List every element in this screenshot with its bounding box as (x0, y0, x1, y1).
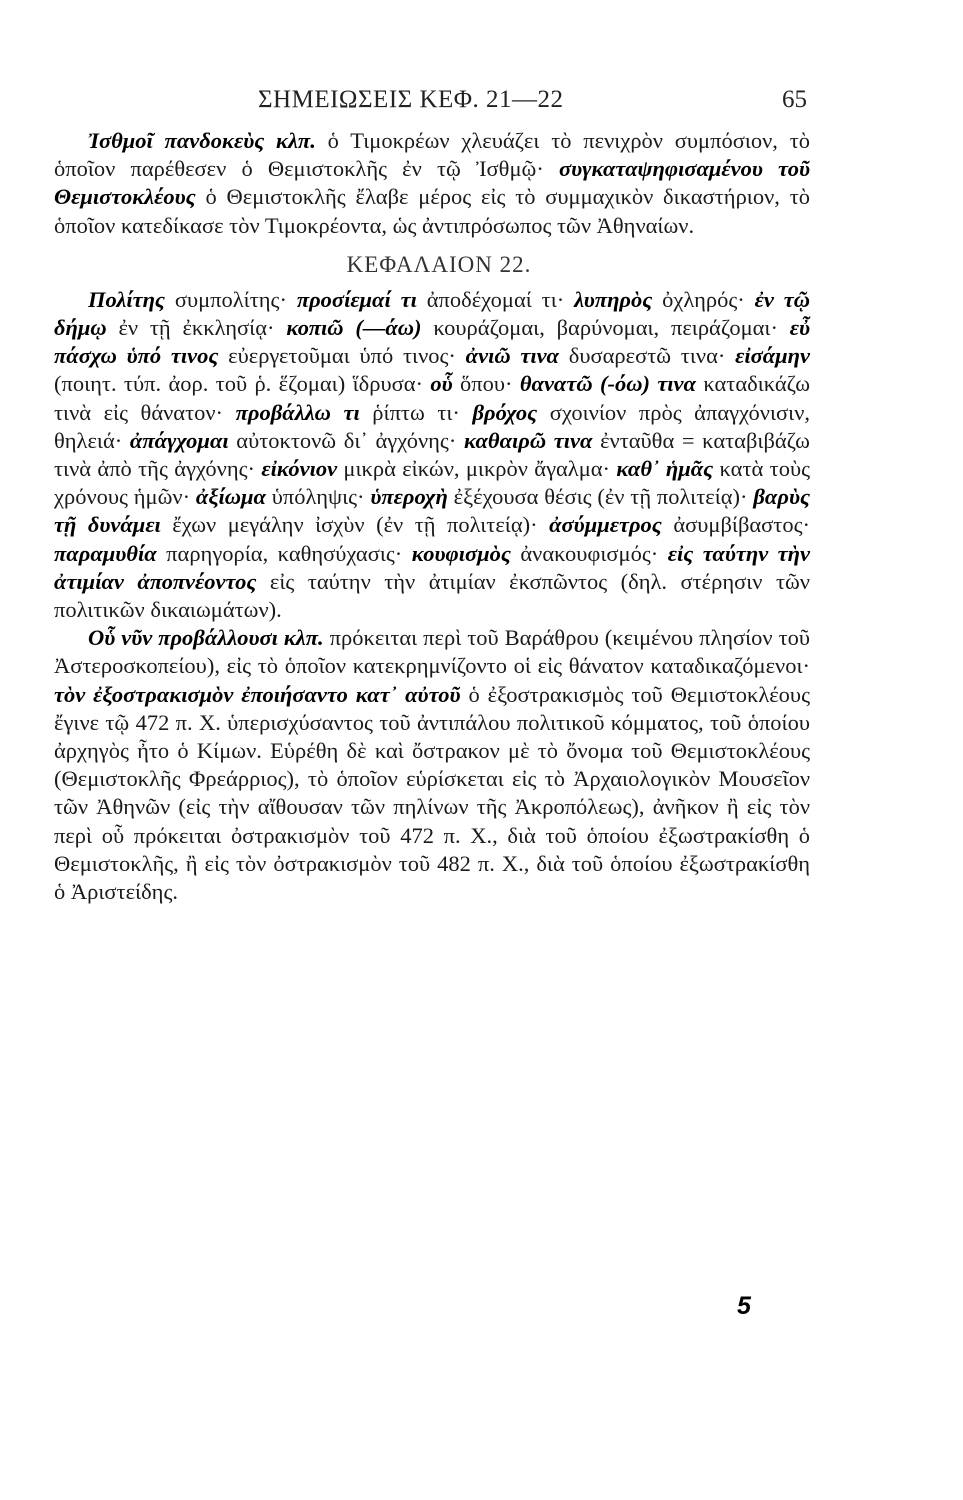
lemma-term: ἀπάγχομαι (129, 427, 229, 453)
commentary-text: μικρὰ εἰκών, μικρὸν ἄγαλμα· (337, 456, 617, 482)
lemma-term: εἰσάμην (735, 343, 810, 369)
commentary-text: (ποιητ. τύπ. ἀορ. τοῦ ῥ. ἕζομαι) ἵδρυσα· (54, 371, 431, 397)
header-title: ΣΗΜΕΙΩΣΕΙΣ ΚΕΦ. 21—22 (258, 86, 564, 113)
commentary-text: αὐτοκτονῶ δι᾽ ἀγχόνης· (228, 427, 464, 453)
lemma-term: καθαιρῶ τινα (463, 427, 593, 453)
lemma-term: προβάλλω τι (235, 399, 360, 425)
commentary-text: ὁ Τιμοκρέων χλευάζει τὸ πενιχρὸν συμπόσιον, τὸ ὁποῖον παρέθεσεν ὁ Θεμιστοκλῆς ἐν τῷ Ἰσθμῷ· (54, 128, 810, 182)
commentary-text: σχοινίον πρὸς ἀπαγχόνισιν, θηλειά· (54, 399, 810, 453)
lemma-term: θανατῶ (-όω) τινα (519, 371, 696, 397)
lemma-term: ἀνιῶ τινα (465, 343, 560, 369)
page-number: 65 (782, 86, 807, 113)
glossary-paragraph (54, 286, 810, 624)
commentary-text: πρόκειται περὶ τοῦ Βαράθρου (κειμένου πλησίον τοῦ Ἀστεροσκοπείου), εἰς τὸ ὁποῖον κατεκρημνίζοντο οἱ εἰς θάνατον καταδικαζόμενοι· (54, 625, 810, 679)
main-text (54, 127, 810, 906)
commentary-text: κουράζομαι, βαρύνομαι, πειράζομαι· (421, 315, 790, 341)
lemma-term: ἀξίωμα (195, 484, 266, 510)
commentary-text: παρηγορία, καθησύχασις· (156, 540, 412, 566)
commentary-text: εὐεργετοῦμαι ὑπό τινος· (218, 343, 466, 369)
commentary-text: ἐξέχουσα θέσις (ἐν τῇ πολιτείᾳ)· (447, 484, 754, 510)
lemma-term: εἰς ταύτην τὴν ἀτιμίαν ἀποπνέοντος (54, 540, 810, 594)
lemma-term: κοπιῶ (—άω) (286, 315, 422, 341)
lemma-term: ἀσύμμετρος (549, 512, 662, 538)
lemma-term: Πολίτης (88, 286, 165, 312)
commentary-text: εἰς ταύτην τὴν ἀτιμίαν ἐκσπῶντος (δηλ. στέρησιν τῶν πολιτικῶν δικαιωμάτων). (54, 568, 810, 623)
lemma-term: βαρὺς τῇ δυνάμει (54, 484, 810, 538)
lemma-term: οὗ (430, 371, 453, 397)
lemma-term: προσίεμαί τι (296, 286, 417, 312)
commentary-text: ὅπου· (452, 371, 520, 397)
commentary-text: καταδικάζω τινὰ εἰς θάνατον· (54, 371, 810, 425)
commentary-text: ὁ Θεμιστοκλῆς ἔλαβε μέρος εἰς τὸ συμμαχικὸν δικαστήριον, τὸ ὁποῖον κατεδίκασε τὸν Τιμοκρέοντα, ὡς ἀντιπρόσωπος τῶν Ἀθηναίων. (54, 184, 810, 238)
commentary-text: ἔχων μεγάλην ἰσχὺν (ἐν τῇ πολιτείᾳ)· (160, 512, 550, 538)
lemma-term: ὑπεροχὴ (370, 484, 448, 510)
lemma-term: λυπηρὸς (574, 286, 653, 312)
lemma-term: εἰκόνιον (261, 456, 338, 482)
commentary-text: κατὰ τοὺς χρόνους ἡμῶν· (54, 456, 810, 510)
commentary-text: ἀνακουφισμός· (510, 540, 668, 566)
lemma-term: συγκαταψηφισαμένου τοῦ Θεμιστοκλέους (54, 156, 810, 210)
ostracism-paragraph (54, 624, 810, 906)
commentary-text: δυσαρεστῶ τινα· (559, 343, 736, 369)
commentary-text: ἐνταῦθα = καταβιβάζω τινὰ ἀπὸ τῆς ἀγχόνης· (54, 427, 810, 482)
commentary-text: ῥίπτω τι· (359, 399, 473, 425)
commentary-text: ὑπόληψις· (265, 484, 371, 510)
lemma-term: Οὗ νῦν προβάλλουσι κλπ. (88, 625, 324, 651)
running-header (0, 86, 963, 120)
commentary-text: ἀποδέχομαί τι· (416, 286, 575, 312)
commentary-text: συμπολίτης· (164, 286, 297, 312)
lemma-term: βρόχος (472, 399, 538, 425)
lemma-term: παραμυθία (54, 540, 157, 566)
lemma-term: εὖ πάσχω ὑπό τινος (54, 315, 810, 369)
chapter-heading: ΚΕΦΑΛΑΙΟΝ 22. (346, 251, 532, 277)
intro-paragraph (54, 127, 810, 240)
signature-mark: 5 (737, 1292, 751, 1320)
commentary-text: ἐν τῇ ἐκκλησίᾳ· (106, 315, 287, 341)
lemma-term: κουφισμὸς (411, 540, 511, 566)
lemma-term: Ἰσθμοῖ πανδοκεὺς κλπ. (88, 128, 316, 153)
commentary-text: ἀσυμβίβαστος· (661, 512, 811, 538)
commentary-text: ὁ ἐξοστρακισμὸς τοῦ Θεμιστοκλέους ἔγινε τῷ 472 π. Χ. ὑπερισχύσαντος τοῦ ἀντιπάλου πολιτικοῦ κόμματος, τοῦ ὁποίου ἀρχηγὸς ἦτο ὁ Κίμων. Εὑρέθη δὲ καὶ ὄστρακον μὲ τὸ ὄνομα τοῦ Θεμιστοκλέους (Θεμιστοκλῆς Φρεάρριος), τὸ ὁποῖον εὑρίσκεται εἰς τὸ Ἀρχαιολογικὸν Μουσεῖον τῶν Ἀθηνῶν (εἰς τὴν αἴθουσαν τῶν πηλίνων τῆς Ἀκροπόλεως), ἀνῆκον ἢ εἰς τὸν περὶ οὗ πρόκειται ὀστρακισμὸν τοῦ 472 π. Χ., διὰ τοῦ ὁποίου ἐξωστρακίσθη ὁ Θεμιστοκλῆς, ἢ εἰς τὸν ὀστρακισμὸν τοῦ 482 π. Χ., διὰ τοῦ ὁποίου ἐξωστρακίσθη ὁ Ἀριστείδης. (54, 681, 810, 905)
lemma-term: τὸν ἐξοστρακισμὸν ἐποιήσαντο κατ᾽ αὐτοῦ (54, 681, 461, 707)
commentary-text: ὀχληρός· (652, 286, 755, 312)
lemma-term: καθ᾽ ἡμᾶς (616, 456, 714, 482)
lemma-term: ἐν τῷ δήμῳ (54, 286, 810, 341)
